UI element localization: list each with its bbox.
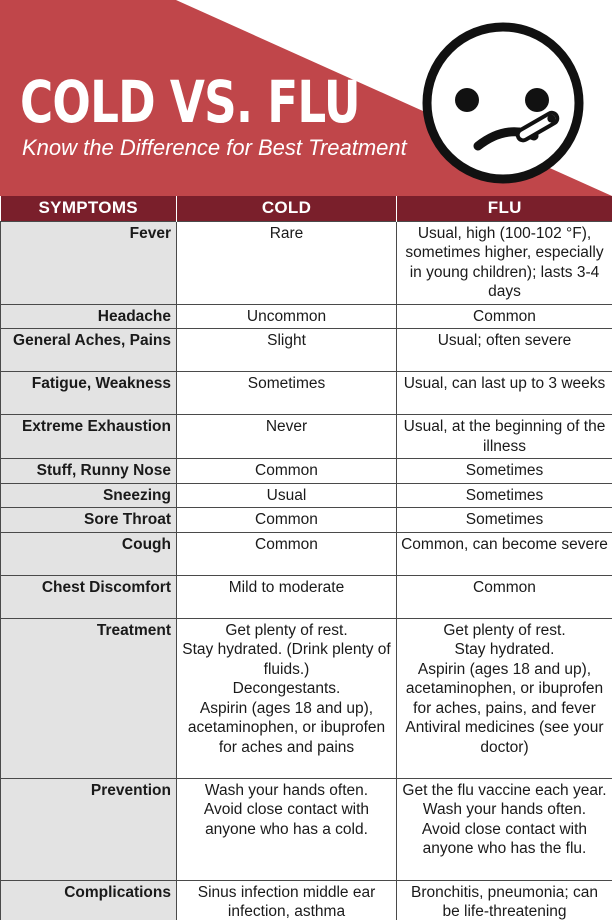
symptom-cell: Fatigue, Weakness — [1, 372, 177, 415]
cold-cell: Never — [177, 415, 397, 459]
flu-cell: Common — [397, 575, 612, 618]
cold-cell: Usual — [177, 483, 397, 508]
flu-cell: Get plenty of rest. Stay hydrated. Aspirin (ages 18 and up), acetaminophen, or ibuprofen for aches, pains, and fever Antiviral medicines (see your doctor) — [397, 618, 612, 778]
flu-cell: Bronchitis, pneumonia; can be life-threatening — [397, 880, 612, 920]
header-flu: FLU — [397, 196, 612, 221]
comparison-table — [0, 196, 612, 920]
cold-cell: Wash your hands often. Avoid close contact with anyone who has a cold. — [177, 778, 397, 880]
table-row — [1, 618, 612, 778]
symptom-cell: Chest Discomfort — [1, 575, 177, 618]
table-row — [1, 483, 612, 508]
flu-cell: Sometimes — [397, 483, 612, 508]
symptom-cell: Complications — [1, 880, 177, 920]
page-subtitle: Know the Difference for Best Treatment — [22, 135, 407, 160]
cold-cell: Slight — [177, 329, 397, 372]
table-row — [1, 372, 612, 415]
flu-cell: Usual, can last up to 3 weeks — [397, 372, 612, 415]
flu-cell: Sometimes — [397, 508, 612, 533]
cold-cell: Get plenty of rest. Stay hydrated. (Drink plenty of fluids.) Decongestants. Aspirin (ages 18 and up), acetaminophen, or ibuprofen for aches and pains — [177, 618, 397, 778]
symptom-cell: Cough — [1, 532, 177, 575]
page-title: COLD VS. FLU — [20, 68, 360, 136]
flu-cell: Usual, at the beginning of the illness — [397, 415, 612, 459]
header-cold: COLD — [177, 196, 397, 221]
table-row — [1, 329, 612, 372]
header-symptoms: SYMPTOMS — [1, 196, 177, 221]
cold-cell: Uncommon — [177, 304, 397, 329]
flu-cell: Common — [397, 304, 612, 329]
table-row — [1, 778, 612, 880]
symptom-cell: Sore Throat — [1, 508, 177, 533]
table-row — [1, 304, 612, 329]
symptom-cell: General Aches, Pains — [1, 329, 177, 372]
header-banner — [0, 0, 612, 196]
table-row — [1, 508, 612, 533]
table-row — [1, 459, 612, 484]
table-row — [1, 575, 612, 618]
flu-cell: Get the flu vaccine each year. Wash your hands often. Avoid close contact with anyone who has the flu. — [397, 778, 612, 880]
cold-cell: Common — [177, 532, 397, 575]
symptom-cell: Stuff, Runny Nose — [1, 459, 177, 484]
table-header-row — [1, 196, 612, 221]
symptom-cell: Sneezing — [1, 483, 177, 508]
symptom-cell: Treatment — [1, 618, 177, 778]
cold-cell: Common — [177, 508, 397, 533]
table-row — [1, 415, 612, 459]
flu-cell: Common, can become severe — [397, 532, 612, 575]
symptom-cell: Extreme Exhaustion — [1, 415, 177, 459]
cold-cell: Rare — [177, 221, 397, 304]
symptom-cell: Fever — [1, 221, 177, 304]
symptom-cell: Prevention — [1, 778, 177, 880]
flu-cell: Usual; often severe — [397, 329, 612, 372]
sick-face-with-thermometer-icon — [418, 18, 588, 188]
cold-cell: Common — [177, 459, 397, 484]
flu-cell: Usual, high (100-102 °F), sometimes higher, especially in young children); lasts 3-4 days — [397, 221, 612, 304]
table-row — [1, 880, 612, 920]
cold-cell: Sometimes — [177, 372, 397, 415]
table-row — [1, 532, 612, 575]
symptom-cell: Headache — [1, 304, 177, 329]
table-row — [1, 221, 612, 304]
cold-cell: Mild to moderate — [177, 575, 397, 618]
flu-cell: Sometimes — [397, 459, 612, 484]
cold-cell: Sinus infection middle ear infection, asthma — [177, 880, 397, 920]
